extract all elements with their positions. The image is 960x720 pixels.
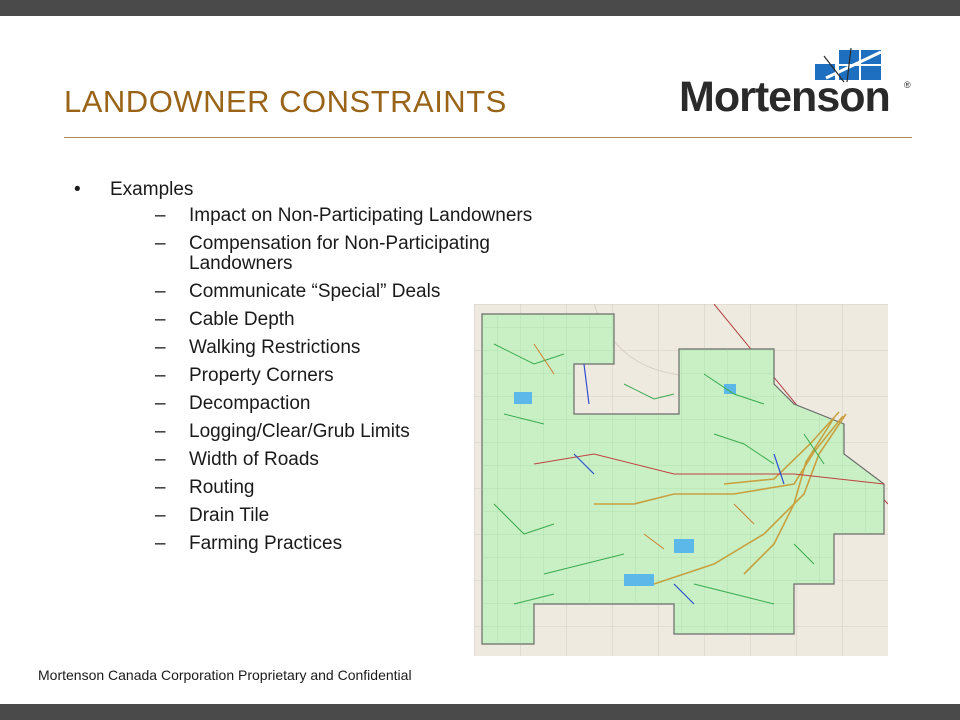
mortenson-logo bbox=[676, 46, 912, 122]
sub-bullet-text: Communicate “Special” Deals bbox=[189, 281, 441, 302]
sub-bullet: – Logging/Clear/Grub Limits bbox=[155, 421, 410, 442]
site-map-graphic bbox=[474, 304, 888, 656]
sub-bullet-text: Property Corners bbox=[189, 365, 334, 386]
sub-bullet-text: Logging/Clear/Grub Limits bbox=[189, 421, 410, 442]
bullet-label: Examples bbox=[110, 179, 194, 200]
sub-bullet-text: Routing bbox=[189, 477, 255, 498]
sub-bullet: – Compensation for Non-Participating Landowners bbox=[155, 233, 490, 274]
sub-bullet: – Impact on Non-Participating Landowners bbox=[155, 205, 533, 226]
sub-bullet: – Decompaction bbox=[155, 393, 311, 414]
sub-bullet: – Property Corners bbox=[155, 365, 334, 386]
registered-mark: ® bbox=[904, 80, 911, 90]
sub-bullet: – Width of Roads bbox=[155, 449, 319, 470]
slide-title: LANDOWNER CONSTRAINTS bbox=[64, 84, 507, 119]
sub-bullet-text: Decompaction bbox=[189, 393, 311, 414]
title-divider bbox=[64, 137, 912, 138]
bottom-bar bbox=[0, 704, 960, 720]
sub-bullet: – Drain Tile bbox=[155, 505, 270, 526]
logo-wordmark: Mortenson bbox=[679, 73, 890, 121]
sub-bullet-text: Walking Restrictions bbox=[189, 337, 361, 358]
sub-bullet-text: Farming Practices bbox=[189, 533, 343, 554]
sub-bullet-text: Width of Roads bbox=[189, 449, 319, 470]
sub-bullet-text: Impact on Non-Participating Landowners bbox=[189, 205, 533, 226]
wind-farm-site-map bbox=[474, 304, 888, 656]
sub-bullet: – Walking Restrictions bbox=[155, 337, 361, 358]
footer-text: Mortenson Canada Corporation Proprietary and Confidential bbox=[38, 667, 412, 683]
sub-bullet: – Cable Depth bbox=[155, 309, 295, 330]
sub-bullet-text: Cable Depth bbox=[189, 309, 295, 330]
sub-bullet-text: Drain Tile bbox=[189, 505, 270, 526]
top-bar bbox=[0, 0, 960, 16]
sub-bullet: – Farming Practices bbox=[155, 533, 343, 554]
sub-bullet: – Routing bbox=[155, 477, 255, 498]
sub-bullet-text: Compensation for Non-Participating Landowners bbox=[189, 233, 490, 274]
sub-bullet: – Communicate “Special” Deals bbox=[155, 281, 441, 302]
